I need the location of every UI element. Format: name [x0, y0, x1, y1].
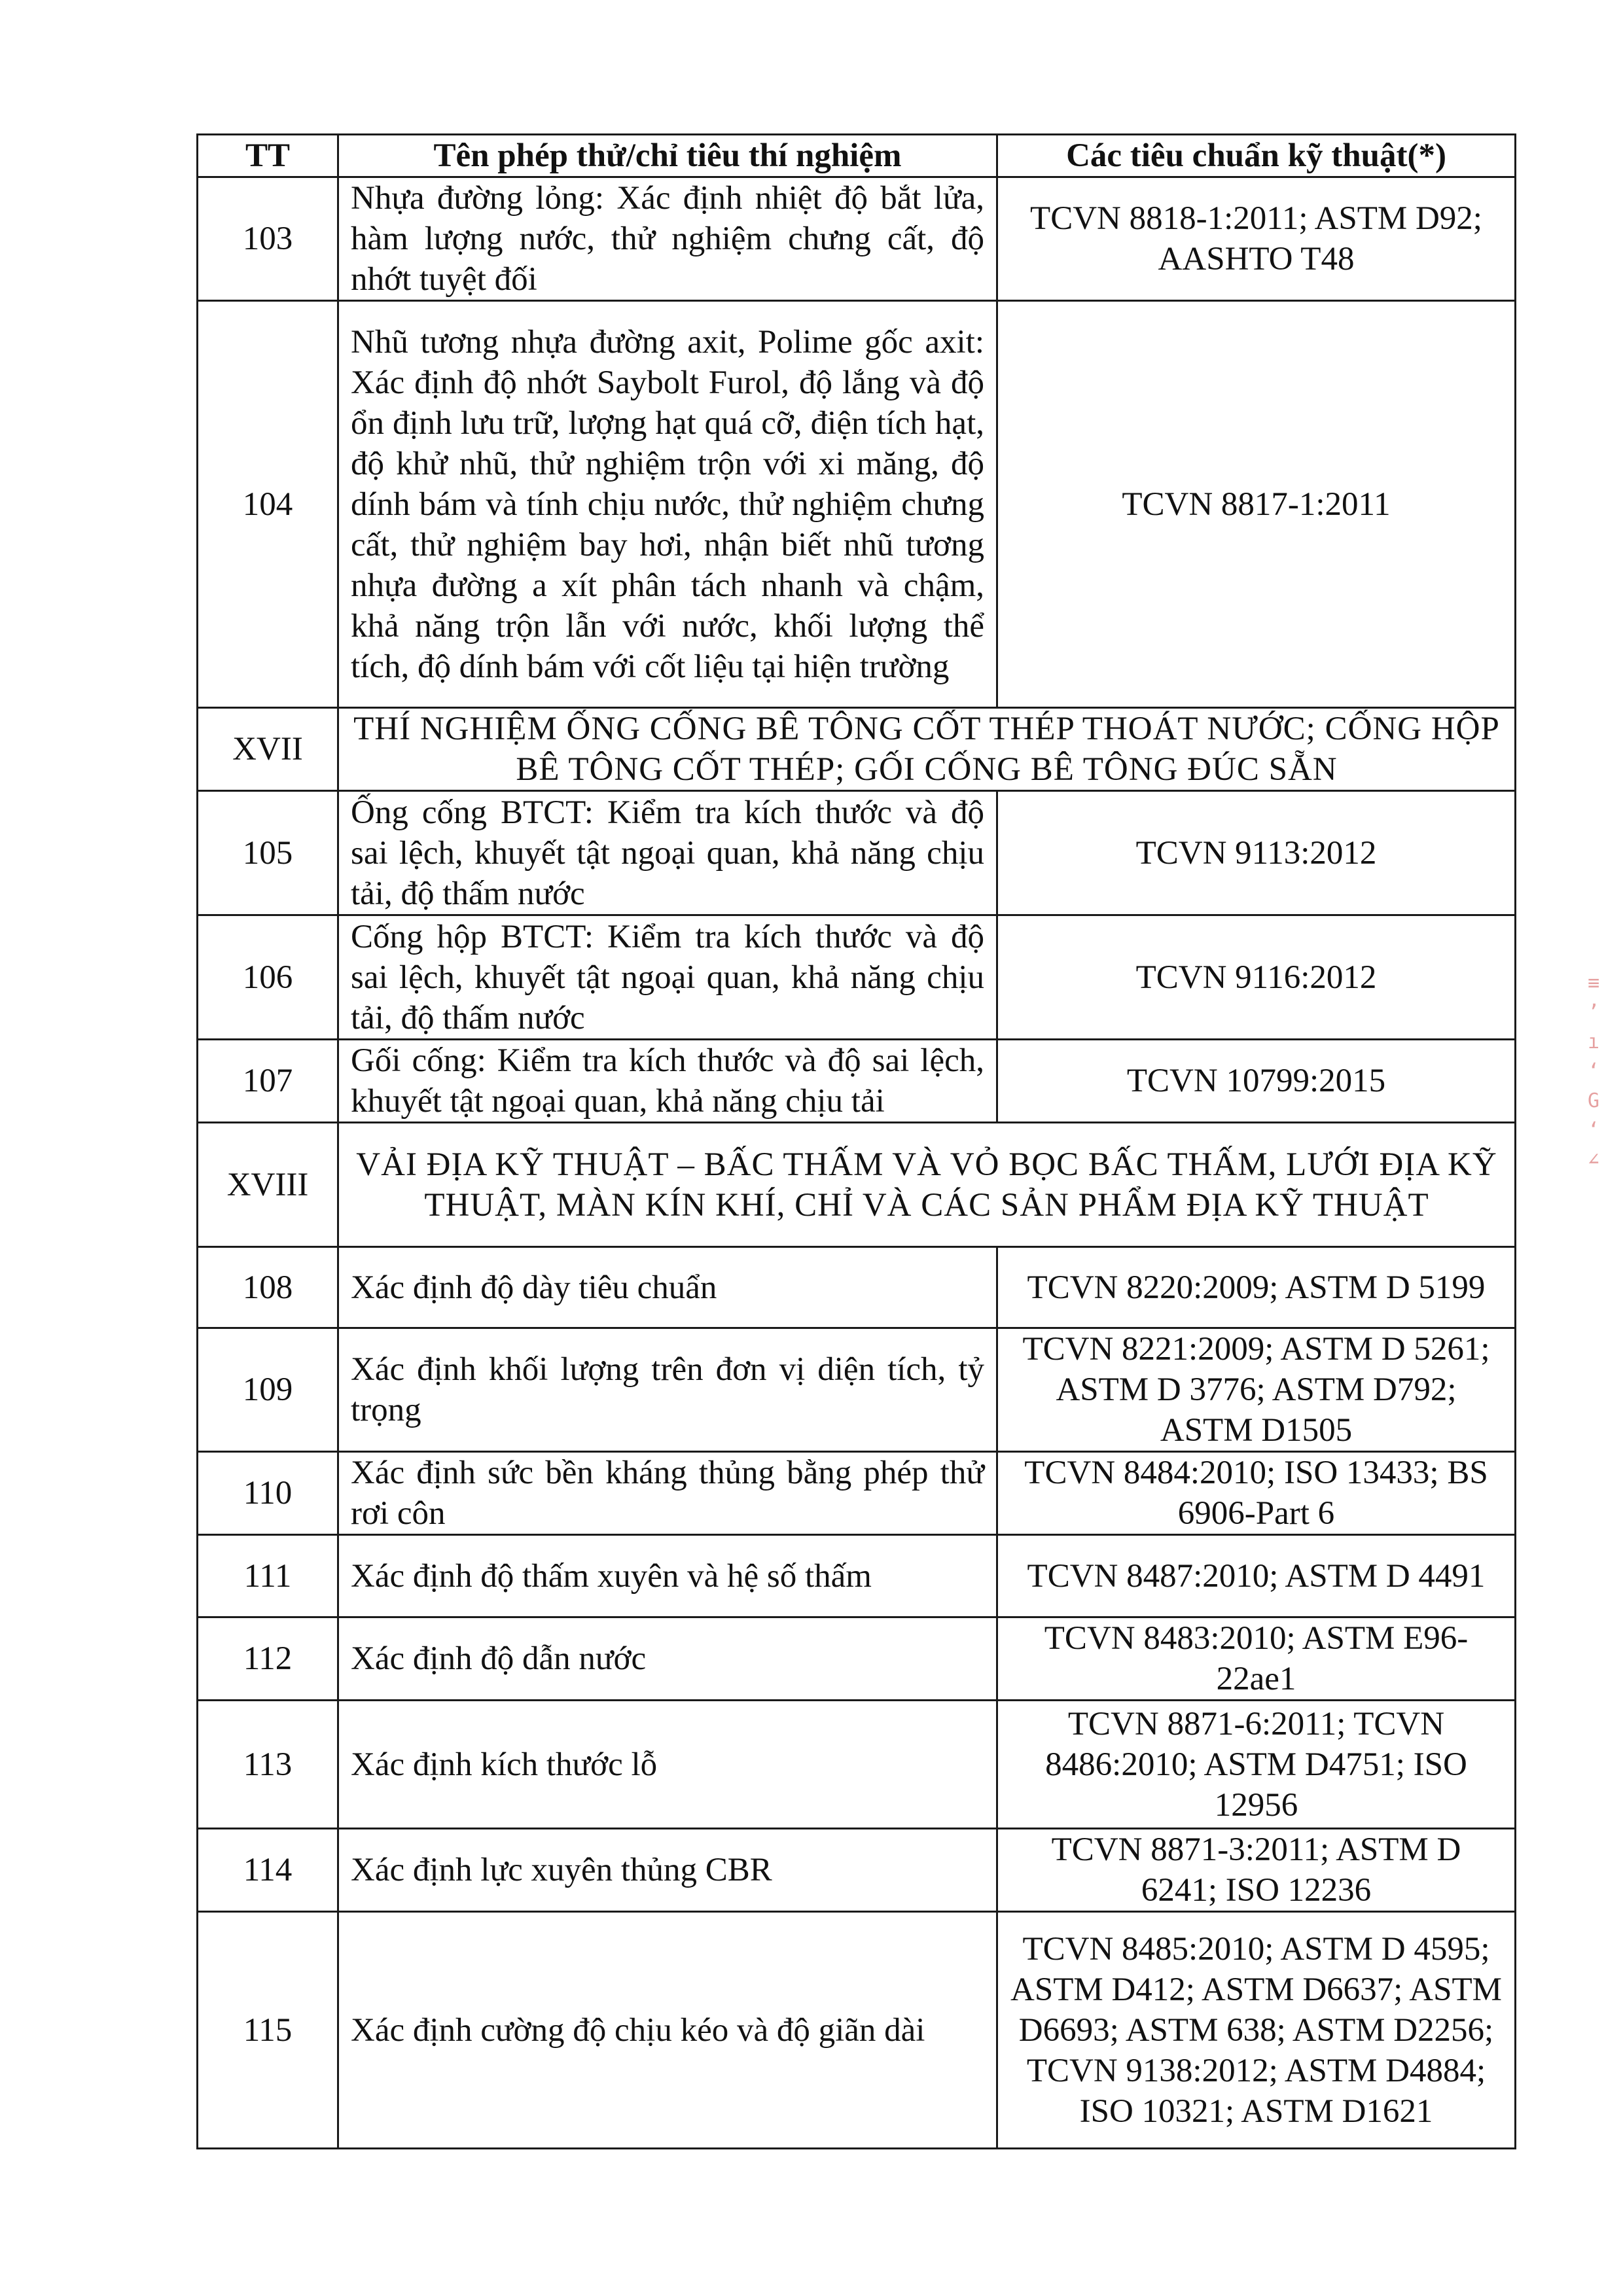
table-row [198, 1912, 1516, 2149]
section-number: XVII [198, 708, 338, 791]
technical-standards: TCVN 8221:2009; ASTM D 5261; ASTM D 3776; ASTM D792; ASTM D1505 [997, 1328, 1516, 1452]
test-description: Xác định kích thước lỗ [338, 1701, 997, 1829]
table-body [198, 177, 1516, 2149]
table-row [198, 791, 1516, 915]
test-description: Xác định cường độ chịu kéo và độ giãn dài [338, 1912, 997, 2149]
technical-standards: TCVN 9116:2012 [997, 915, 1516, 1040]
technical-standards: TCVN 10799:2015 [997, 1040, 1516, 1123]
row-number: 111 [198, 1535, 338, 1617]
table-row [198, 1617, 1516, 1701]
header-standards: Các tiêu chuẩn kỹ thuật(*) [997, 135, 1516, 177]
technical-standards: TCVN 8220:2009; ASTM D 5199 [997, 1247, 1516, 1328]
technical-standards: TCVN 8818-1:2011; ASTM D92; AASHTO T48 [997, 177, 1516, 301]
table-row [198, 177, 1516, 301]
header-row [198, 135, 1516, 177]
row-number: 109 [198, 1328, 338, 1452]
table-row [198, 915, 1516, 1040]
table-row [198, 1535, 1516, 1617]
section-number: XVIII [198, 1123, 338, 1247]
row-number: 112 [198, 1617, 338, 1701]
row-number: 104 [198, 301, 338, 708]
row-number: 113 [198, 1701, 338, 1829]
table-row [198, 1452, 1516, 1535]
test-description: Nhựa đường lỏng: Xác định nhiệt độ bắt lửa, hàm lượng nước, thử nghiệm chưng cất, độ nhớt tuyệt đối [338, 177, 997, 301]
row-number: 115 [198, 1912, 338, 2149]
header-tt: TT [198, 135, 338, 177]
row-number: 108 [198, 1247, 338, 1328]
technical-standards: TCVN 8484:2010; ISO 13433; BS 6906-Part 6 [997, 1452, 1516, 1535]
standards-table [196, 133, 1516, 2149]
table-row [198, 1247, 1516, 1328]
section-title: THÍ NGHIỆM ỐNG CỐNG BÊ TÔNG CỐT THÉP THOÁT NƯỚC; CỐNG HỘP BÊ TÔNG CỐT THÉP; GỐI CỐNG BÊ TÔNG ĐÚC SẴN [338, 708, 1516, 791]
test-description: Xác định lực xuyên thủng CBR [338, 1829, 997, 1912]
test-description: Cống hộp BTCT: Kiểm tra kích thước và độ sai lệch, khuyết tật ngoại quan, khả năng chịu tải, độ thấm nước [338, 915, 997, 1040]
table-row [198, 1829, 1516, 1912]
row-number: 105 [198, 791, 338, 915]
section-row [198, 1123, 1516, 1247]
scan-artifact-mark: ≡ ʼ ı ʻ G ʻ ∠ [1587, 972, 1600, 1171]
technical-standards: TCVN 8487:2010; ASTM D 4491 [997, 1535, 1516, 1617]
table-row [198, 1701, 1516, 1829]
test-description: Xác định độ dày tiêu chuẩn [338, 1247, 997, 1328]
table-row [198, 1328, 1516, 1452]
technical-standards: TCVN 8871-6:2011; TCVN 8486:2010; ASTM D4751; ISO 12956 [997, 1701, 1516, 1829]
test-description: Ống cống BTCT: Kiểm tra kích thước và độ sai lệch, khuyết tật ngoại quan, khả năng chịu tải, độ thấm nước [338, 791, 997, 915]
table-row [198, 1040, 1516, 1123]
test-description: Xác định sức bền kháng thủng bằng phép thử rơi côn [338, 1452, 997, 1535]
technical-standards: TCVN 8871-3:2011; ASTM D 6241; ISO 12236 [997, 1829, 1516, 1912]
test-description: Xác định khối lượng trên đơn vị diện tích, tỷ trọng [338, 1328, 997, 1452]
technical-standards: TCVN 8483:2010; ASTM E96-22ae1 [997, 1617, 1516, 1701]
table-row [198, 301, 1516, 708]
section-row [198, 708, 1516, 791]
row-number: 103 [198, 177, 338, 301]
test-description: Nhũ tương nhựa đường axit, Polime gốc axit: Xác định độ nhớt Saybolt Furol, độ lắng và độ ổn định lưu trữ, lượng hạt quá cỡ, điện tích hạt, độ khử nhũ, thử nghiệm trộn với xi măng, độ dính bám và tính chịu nước, thử nghiệm chưng cất, thử nghiệm bay hơi, nhận biết nhũ tương nhựa đường a xít phân tách nhanh và chậm, khả năng trộn lẫn với nước, khối lượng thể tích, độ dính bám với cốt liệu tại hiện trường [338, 301, 997, 708]
test-description: Gối cống: Kiểm tra kích thước và độ sai lệch, khuyết tật ngoại quan, khả năng chịu tải [338, 1040, 997, 1123]
row-number: 107 [198, 1040, 338, 1123]
technical-standards: TCVN 8485:2010; ASTM D 4595; ASTM D412; ASTM D6637; ASTM D6693; ASTM 638; ASTM D2256; TCVN 9138:2012; ASTM D4884; ISO 10321; ASTM D1621 [997, 1912, 1516, 2149]
row-number: 106 [198, 915, 338, 1040]
section-title: VẢI ĐỊA KỸ THUẬT – BẤC THẤM VÀ VỎ BỌC BẤC THẤM, LƯỚI ĐỊA KỸ THUẬT, MÀN KÍN KHÍ, CHỈ VÀ CÁC SẢN PHẨM ĐỊA KỸ THUẬT [338, 1123, 1516, 1247]
row-number: 110 [198, 1452, 338, 1535]
test-description: Xác định độ dẫn nước [338, 1617, 997, 1701]
row-number: 114 [198, 1829, 338, 1912]
test-description: Xác định độ thấm xuyên và hệ số thấm [338, 1535, 997, 1617]
technical-standards: TCVN 8817-1:2011 [997, 301, 1516, 708]
technical-standards: TCVN 9113:2012 [997, 791, 1516, 915]
header-test-name: Tên phép thử/chỉ tiêu thí nghiệm [338, 135, 997, 177]
